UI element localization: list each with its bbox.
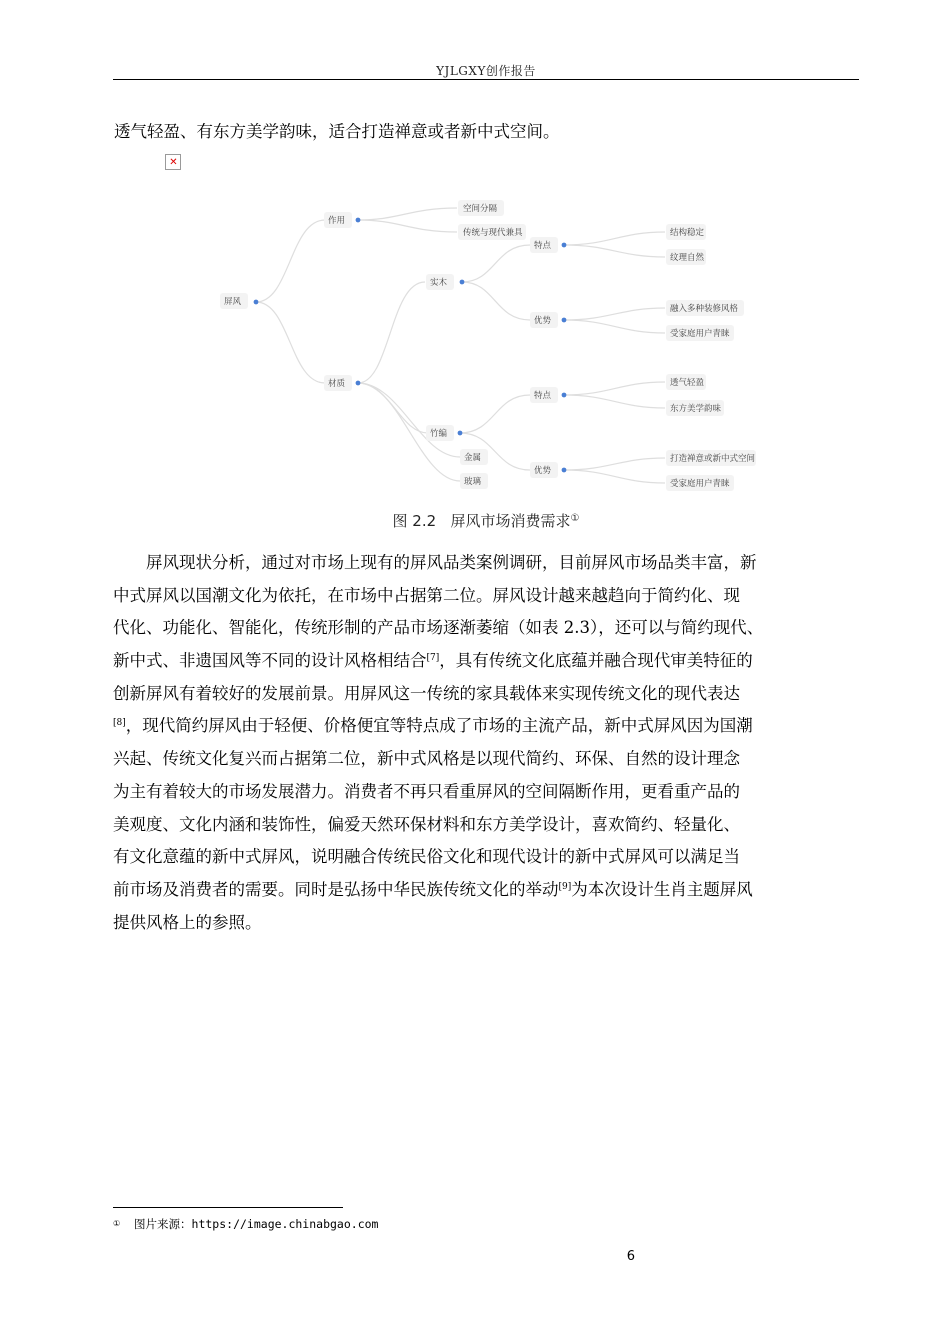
node-bamboo-feature-2 — [666, 400, 724, 416]
figure-number: 图 2.2 — [392, 512, 437, 530]
body-line: 兴起、传统文化复兴而占据第二位，新中式风格是以现代简约、环保、自然的设计理念 — [113, 749, 740, 769]
edge-root-material — [256, 302, 325, 383]
node-wood-features — [530, 237, 566, 253]
citation: [7] — [426, 653, 440, 664]
body-line: 新中式、非遗国风等不同的设计风格相结合[7]，具有传统文化底蕴并融合现代审美特征的 — [113, 651, 753, 671]
node-use — [324, 212, 360, 228]
node-glass-label: 玻璃 — [464, 477, 482, 487]
edge-material-wood — [358, 282, 425, 383]
body-line: 有文化意蕴的新中式屏风，说明融合传统民俗文化和现代设计的新中式屏风可以满足当 — [113, 847, 740, 867]
page-number: 6 — [626, 1249, 635, 1264]
node-bamboo-advantage-2-label: 受家庭用户青睐 — [670, 479, 730, 489]
edge-bfeat-item1 — [564, 382, 665, 395]
node-bamboo-label: 竹编 — [430, 429, 448, 439]
figure-title: 屏风市场消费需求 — [450, 512, 571, 530]
node-bamboo-features-dot — [562, 393, 567, 398]
node-use-dot — [356, 218, 361, 223]
node-bamboo-advantages-dot — [562, 468, 567, 473]
edge-bamboo-features — [460, 395, 530, 433]
node-bamboo-feature-1-label: 透气轻盈 — [670, 378, 705, 388]
body-paragraph — [113, 547, 861, 939]
body-line: [8]，现代简约屏风由于轻便、价格便宜等特点成了市场的主流产品，新中式屏风因为国潮 — [113, 716, 753, 736]
edge-wadv-item2 — [564, 320, 665, 333]
node-wood-feature-2 — [666, 249, 706, 265]
node-bamboo-feature-2-label: 东方美学韵味 — [670, 404, 722, 414]
footnote — [113, 1216, 378, 1232]
body-line: 提供风格上的参照。 — [113, 912, 262, 932]
node-use-item-1-label: 空间分隔 — [463, 204, 498, 214]
mindmap-figure — [210, 190, 770, 495]
node-bamboo-advantages-label: 优势 — [534, 466, 552, 476]
node-bamboo-advantage-1 — [666, 450, 756, 466]
body-line: 中式屏风以国潮文化为依托，在市场中占据第二位。屏风设计越来越趋向于简约化、现 — [113, 585, 740, 605]
header-rule — [113, 79, 859, 80]
footnote-mark: ① — [113, 1219, 121, 1228]
footnote-url[interactable]: https://image.chinabgao.com — [191, 1217, 379, 1231]
node-wood-advantage-1 — [666, 300, 744, 316]
node-use-label: 作用 — [328, 216, 346, 226]
body-line: 为主有着较大的市场发展潜力。消费者不再只看重屏风的空间隔断作用，更看重产品的 — [113, 781, 740, 801]
node-wood-advantage-2-label: 受家庭用户青睐 — [670, 329, 730, 339]
close-icon: ✕ — [169, 157, 178, 168]
edge-use-item2 — [358, 220, 457, 232]
footnote-rule — [113, 1207, 343, 1208]
body-line: 创新屏风有着较好的发展前景。用屏风这一传统的家具载体来实现传统文化的现代表达 — [113, 683, 740, 703]
node-use-item-1 — [458, 200, 504, 216]
node-bamboo-advantages — [530, 462, 566, 478]
edge-use-item1 — [358, 208, 457, 220]
citation: [8] — [113, 718, 126, 729]
node-root — [220, 293, 258, 309]
node-wood-feature-2-label: 纹理自然 — [670, 253, 705, 263]
node-wood-advantages — [530, 312, 566, 328]
node-wood-advantage-2 — [666, 325, 734, 341]
node-wood-advantages-dot — [562, 318, 567, 323]
node-bamboo-advantage-1-label: 打造禅意或新中式空间 — [670, 454, 756, 464]
node-material-label: 材质 — [328, 379, 346, 389]
node-metal-label: 金属 — [464, 453, 482, 463]
body-line: 前市场及消费者的需要。同时是弘扬中华民族传统文化的举动[9]为本次设计生肖主题屏风 — [113, 879, 753, 899]
node-root-label: 屏风 — [224, 297, 242, 307]
node-root-dot — [254, 300, 259, 305]
edge-bfeat-item2 — [564, 395, 665, 408]
node-wood-label: 实木 — [430, 278, 448, 288]
node-bamboo — [426, 425, 462, 441]
node-bamboo-dot — [458, 431, 463, 436]
node-material — [324, 375, 360, 391]
broken-image-icon — [165, 154, 181, 170]
node-bamboo-feature-1 — [666, 374, 706, 390]
body-line: 代化、功能化、智能化，传统形制的产品市场逐渐萎缩（如表 2.3），还可以与简约现代、 — [113, 618, 764, 638]
citation: [9] — [558, 881, 572, 892]
edge-wfeat-item2 — [564, 245, 665, 257]
node-wood-feature-1-label: 结构稳定 — [670, 228, 705, 238]
node-wood-features-label: 特点 — [534, 241, 552, 251]
body-line: 屏风现状分析，通过对市场上现有的屏风品类案例调研，目前屏风市场品类丰富，新 — [146, 553, 757, 572]
edge-wfeat-item1 — [564, 232, 665, 245]
node-material-dot — [356, 381, 361, 386]
edge-badv-item1 — [564, 458, 665, 470]
edge-wadv-item1 — [564, 308, 665, 320]
mindmap-edges — [256, 208, 665, 483]
body-line: 美观度、文化内涵和装饰性，偏爱天然环保材料和东方美学设计，喜欢简约、轻量化、 — [113, 814, 740, 834]
node-wood-advantages-label: 优势 — [534, 316, 552, 326]
edge-root-use — [256, 220, 325, 302]
edge-wood-advantages — [462, 282, 530, 320]
node-use-item-2 — [458, 224, 526, 240]
footnote-label: 图片来源： — [134, 1217, 192, 1231]
edge-material-metal — [358, 383, 460, 457]
node-wood-advantage-1-label: 融入多种装修风格 — [670, 304, 739, 314]
node-bamboo-advantage-2 — [666, 475, 734, 491]
edge-badv-item2 — [564, 470, 665, 483]
intro-line: 透气轻盈、有东方美学韵味，适合打造禅意或者新中式空间。 — [114, 122, 560, 141]
node-metal — [460, 449, 488, 465]
figure-caption — [113, 510, 859, 532]
figure-note-mark: ① — [570, 513, 580, 524]
node-wood-feature-1 — [666, 224, 706, 240]
node-glass — [460, 473, 488, 489]
edge-material-bamboo — [358, 383, 428, 433]
edge-wood-features — [462, 245, 530, 282]
node-use-item-2-label: 传统与现代兼具 — [463, 228, 523, 238]
node-bamboo-features-label: 特点 — [534, 391, 552, 401]
node-bamboo-features — [530, 387, 566, 403]
node-wood-features-dot — [562, 243, 567, 248]
node-wood — [426, 274, 464, 290]
page-header: YJLGXY创作报告 — [436, 64, 536, 78]
node-wood-dot — [460, 280, 465, 285]
